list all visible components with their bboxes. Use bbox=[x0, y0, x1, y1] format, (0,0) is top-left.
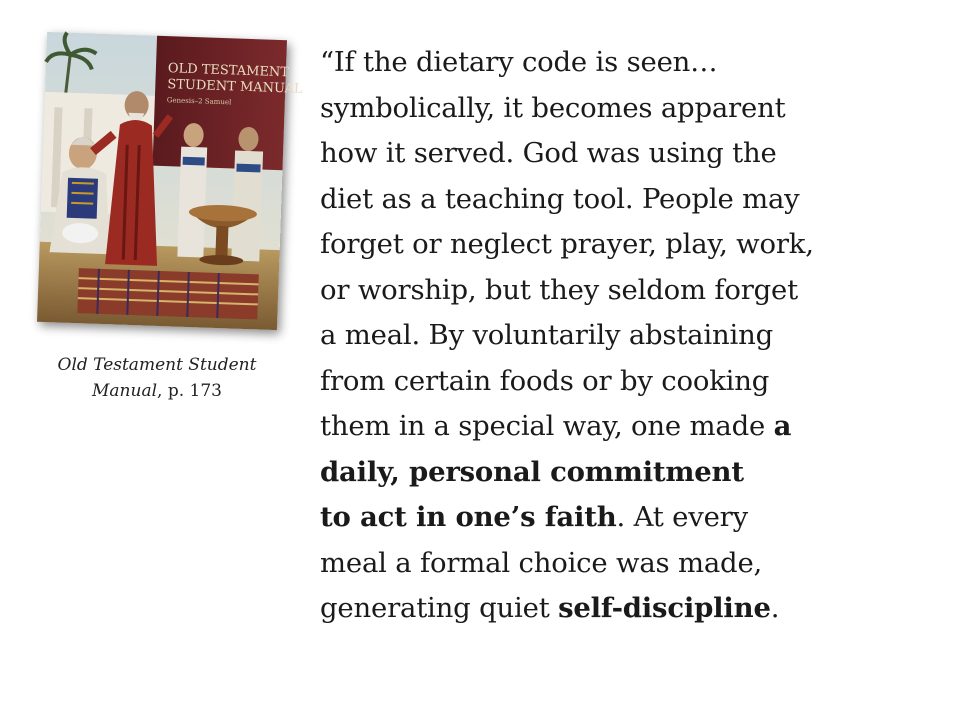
book-title-line2: STUDENT MANUAL bbox=[167, 77, 303, 97]
quote-segment: meal a formal choice was made, bbox=[320, 546, 763, 579]
caption-page-reference: , p. 173 bbox=[157, 381, 222, 401]
quote-line bbox=[320, 131, 920, 177]
quote-line bbox=[320, 313, 920, 359]
quote-line bbox=[320, 268, 920, 314]
book-cover-image bbox=[37, 32, 303, 330]
quote-line bbox=[320, 541, 920, 587]
quote-line bbox=[320, 177, 920, 223]
quote-segment: from certain foods or by cooking bbox=[320, 364, 770, 397]
quote-line bbox=[320, 586, 920, 632]
quote-segment: or worship, but they seldom forget bbox=[320, 273, 798, 306]
quote-segment: diet as a teaching tool. People may bbox=[320, 182, 800, 215]
caption-book-title-part2: Manual bbox=[92, 381, 158, 401]
quote-emphasis: a bbox=[773, 410, 792, 442]
quote-segment: generating quiet bbox=[320, 592, 559, 624]
quote-line bbox=[320, 404, 920, 450]
book-title-line1: OLD TESTAMENT bbox=[167, 61, 290, 81]
quote-line bbox=[320, 495, 920, 541]
book-subtitle: Genesis–2 Samuel bbox=[166, 96, 232, 107]
quote-segment: them in a special way, one made bbox=[320, 410, 774, 442]
quote-emphasis: daily, personal commitment bbox=[320, 455, 744, 488]
book-cover-illustration bbox=[37, 32, 303, 330]
quote-segment: “If the dietary code is seen… bbox=[320, 46, 718, 78]
quote-text bbox=[320, 40, 920, 632]
image-caption bbox=[22, 352, 292, 404]
quote-segment: symbolically, it becomes apparent bbox=[320, 91, 786, 124]
quote-line bbox=[320, 450, 920, 496]
quote-line bbox=[320, 222, 920, 268]
caption-book-title-part1: Old Testament Student bbox=[57, 355, 257, 375]
quote-segment: . bbox=[770, 592, 780, 624]
quote-line bbox=[320, 40, 920, 86]
quote-segment: a meal. By voluntarily abstaining bbox=[320, 319, 773, 351]
quote-segment: . At every bbox=[616, 501, 748, 533]
quote-line bbox=[320, 359, 920, 405]
quote-emphasis: self-discipline bbox=[558, 592, 771, 624]
quote-segment: how it served. God was using the bbox=[320, 137, 777, 169]
quote-emphasis: to act in one’s faith bbox=[320, 501, 617, 533]
quote-segment: forget or neglect prayer, play, work, bbox=[320, 228, 814, 260]
quote-line bbox=[320, 86, 920, 132]
